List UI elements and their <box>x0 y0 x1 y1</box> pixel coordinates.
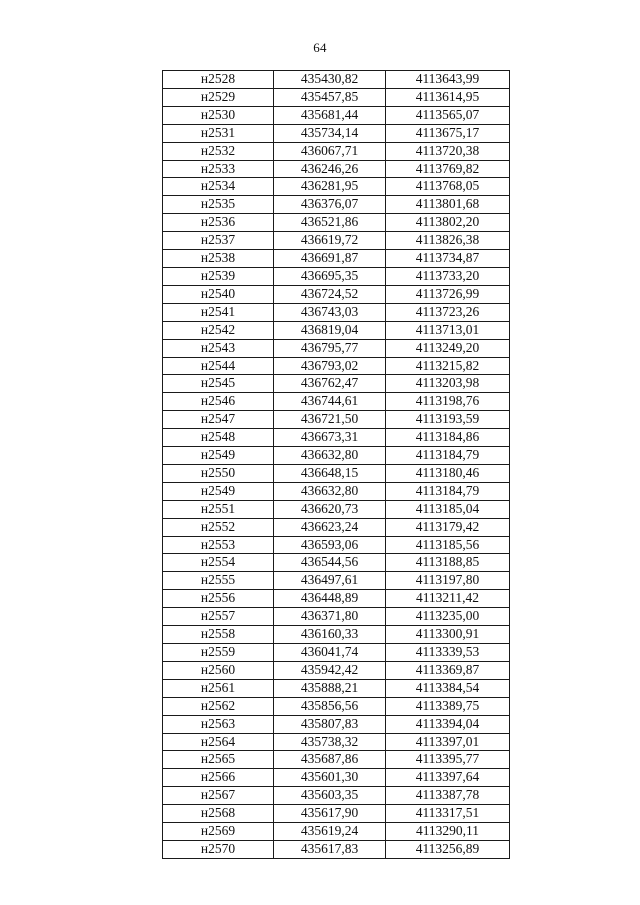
x-coordinate-cell: 435430,82 <box>274 71 386 89</box>
point-id-cell: н2556 <box>163 590 274 608</box>
table-row <box>163 196 510 214</box>
x-coordinate-cell: 436448,89 <box>274 590 386 608</box>
table-row <box>163 375 510 393</box>
point-id-cell: н2570 <box>163 840 274 858</box>
table-row <box>163 823 510 841</box>
point-id-cell: н2532 <box>163 142 274 160</box>
y-coordinate-cell: 4113801,68 <box>386 196 510 214</box>
table-row <box>163 285 510 303</box>
table-row <box>163 644 510 662</box>
table-row <box>163 214 510 232</box>
point-id-cell: н2562 <box>163 697 274 715</box>
table-row <box>163 429 510 447</box>
x-coordinate-cell: 435617,83 <box>274 840 386 858</box>
table-row <box>163 787 510 805</box>
x-coordinate-cell: 436795,77 <box>274 339 386 357</box>
point-id-cell: н2561 <box>163 679 274 697</box>
point-id-cell: н2560 <box>163 661 274 679</box>
x-coordinate-cell: 435807,83 <box>274 715 386 733</box>
table-row <box>163 751 510 769</box>
point-id-cell: н2543 <box>163 339 274 357</box>
x-coordinate-cell: 436281,95 <box>274 178 386 196</box>
point-id-cell: н2563 <box>163 715 274 733</box>
x-coordinate-cell: 436160,33 <box>274 626 386 644</box>
x-coordinate-cell: 435687,86 <box>274 751 386 769</box>
table-row <box>163 303 510 321</box>
x-coordinate-cell: 435601,30 <box>274 769 386 787</box>
x-coordinate-cell: 436620,73 <box>274 500 386 518</box>
x-coordinate-cell: 435619,24 <box>274 823 386 841</box>
x-coordinate-cell: 436743,03 <box>274 303 386 321</box>
x-coordinate-cell: 436721,50 <box>274 411 386 429</box>
point-id-cell: н2549 <box>163 447 274 465</box>
point-id-cell: н2553 <box>163 536 274 554</box>
x-coordinate-cell: 435457,85 <box>274 88 386 106</box>
x-coordinate-cell: 436593,06 <box>274 536 386 554</box>
y-coordinate-cell: 4113249,20 <box>386 339 510 357</box>
y-coordinate-cell: 4113184,86 <box>386 429 510 447</box>
point-id-cell: н2535 <box>163 196 274 214</box>
table-row <box>163 357 510 375</box>
y-coordinate-cell: 4113185,56 <box>386 536 510 554</box>
table-row <box>163 464 510 482</box>
y-coordinate-cell: 4113188,85 <box>386 554 510 572</box>
x-coordinate-cell: 436376,07 <box>274 196 386 214</box>
y-coordinate-cell: 4113180,46 <box>386 464 510 482</box>
point-id-cell: н2566 <box>163 769 274 787</box>
x-coordinate-cell: 436793,02 <box>274 357 386 375</box>
table-row <box>163 554 510 572</box>
y-coordinate-cell: 4113389,75 <box>386 697 510 715</box>
table-row <box>163 572 510 590</box>
table-row <box>163 411 510 429</box>
x-coordinate-cell: 436632,80 <box>274 447 386 465</box>
y-coordinate-cell: 4113184,79 <box>386 482 510 500</box>
y-coordinate-cell: 4113384,54 <box>386 679 510 697</box>
y-coordinate-cell: 4113565,07 <box>386 106 510 124</box>
y-coordinate-cell: 4113614,95 <box>386 88 510 106</box>
table-row <box>163 536 510 554</box>
y-coordinate-cell: 4113179,42 <box>386 518 510 536</box>
table-row <box>163 142 510 160</box>
table-row <box>163 626 510 644</box>
y-coordinate-cell: 4113826,38 <box>386 232 510 250</box>
x-coordinate-cell: 436246,26 <box>274 160 386 178</box>
point-id-cell: н2544 <box>163 357 274 375</box>
point-id-cell: н2552 <box>163 518 274 536</box>
point-id-cell: н2533 <box>163 160 274 178</box>
point-id-cell: н2541 <box>163 303 274 321</box>
x-coordinate-cell: 436724,52 <box>274 285 386 303</box>
y-coordinate-cell: 4113769,82 <box>386 160 510 178</box>
point-id-cell: н2529 <box>163 88 274 106</box>
x-coordinate-cell: 436497,61 <box>274 572 386 590</box>
coordinates-table <box>162 70 510 859</box>
y-coordinate-cell: 4113720,38 <box>386 142 510 160</box>
point-id-cell: н2555 <box>163 572 274 590</box>
x-coordinate-cell: 436695,35 <box>274 267 386 285</box>
x-coordinate-cell: 436632,80 <box>274 482 386 500</box>
y-coordinate-cell: 4113203,98 <box>386 375 510 393</box>
y-coordinate-cell: 4113643,99 <box>386 71 510 89</box>
y-coordinate-cell: 4113185,04 <box>386 500 510 518</box>
y-coordinate-cell: 4113768,05 <box>386 178 510 196</box>
table-row <box>163 500 510 518</box>
x-coordinate-cell: 436041,74 <box>274 644 386 662</box>
table-row <box>163 71 510 89</box>
table-row <box>163 106 510 124</box>
x-coordinate-cell: 436371,80 <box>274 608 386 626</box>
point-id-cell: н2536 <box>163 214 274 232</box>
y-coordinate-cell: 4113235,00 <box>386 608 510 626</box>
table-row <box>163 447 510 465</box>
x-coordinate-cell: 435942,42 <box>274 661 386 679</box>
x-coordinate-cell: 436648,15 <box>274 464 386 482</box>
y-coordinate-cell: 4113802,20 <box>386 214 510 232</box>
point-id-cell: н2549 <box>163 482 274 500</box>
point-id-cell: н2559 <box>163 644 274 662</box>
y-coordinate-cell: 4113339,53 <box>386 644 510 662</box>
table-row <box>163 805 510 823</box>
y-coordinate-cell: 4113184,79 <box>386 447 510 465</box>
point-id-cell: н2531 <box>163 124 274 142</box>
y-coordinate-cell: 4113723,26 <box>386 303 510 321</box>
y-coordinate-cell: 4113197,80 <box>386 572 510 590</box>
x-coordinate-cell: 436623,24 <box>274 518 386 536</box>
y-coordinate-cell: 4113369,87 <box>386 661 510 679</box>
y-coordinate-cell: 4113675,17 <box>386 124 510 142</box>
point-id-cell: н2567 <box>163 787 274 805</box>
point-id-cell: н2548 <box>163 429 274 447</box>
y-coordinate-cell: 4113290,11 <box>386 823 510 841</box>
table-row <box>163 482 510 500</box>
table-row <box>163 232 510 250</box>
x-coordinate-cell: 435603,35 <box>274 787 386 805</box>
y-coordinate-cell: 4113317,51 <box>386 805 510 823</box>
point-id-cell: н2565 <box>163 751 274 769</box>
point-id-cell: н2539 <box>163 267 274 285</box>
x-coordinate-cell: 435856,56 <box>274 697 386 715</box>
x-coordinate-cell: 435888,21 <box>274 679 386 697</box>
x-coordinate-cell: 436673,31 <box>274 429 386 447</box>
coordinates-table-body <box>163 71 510 859</box>
y-coordinate-cell: 4113394,04 <box>386 715 510 733</box>
x-coordinate-cell: 436744,61 <box>274 393 386 411</box>
point-id-cell: н2538 <box>163 250 274 268</box>
table-row <box>163 250 510 268</box>
y-coordinate-cell: 4113397,01 <box>386 733 510 751</box>
table-row <box>163 393 510 411</box>
point-id-cell: н2530 <box>163 106 274 124</box>
table-row <box>163 160 510 178</box>
point-id-cell: н2551 <box>163 500 274 518</box>
x-coordinate-cell: 435681,44 <box>274 106 386 124</box>
x-coordinate-cell: 436544,56 <box>274 554 386 572</box>
table-row <box>163 679 510 697</box>
point-id-cell: н2547 <box>163 411 274 429</box>
table-row <box>163 715 510 733</box>
x-coordinate-cell: 436762,47 <box>274 375 386 393</box>
y-coordinate-cell: 4113256,89 <box>386 840 510 858</box>
point-id-cell: н2528 <box>163 71 274 89</box>
point-id-cell: н2558 <box>163 626 274 644</box>
y-coordinate-cell: 4113215,82 <box>386 357 510 375</box>
y-coordinate-cell: 4113733,20 <box>386 267 510 285</box>
x-coordinate-cell: 436521,86 <box>274 214 386 232</box>
table-row <box>163 88 510 106</box>
x-coordinate-cell: 436819,04 <box>274 321 386 339</box>
y-coordinate-cell: 4113726,99 <box>386 285 510 303</box>
point-id-cell: н2569 <box>163 823 274 841</box>
y-coordinate-cell: 4113395,77 <box>386 751 510 769</box>
point-id-cell: н2542 <box>163 321 274 339</box>
table-row <box>163 339 510 357</box>
y-coordinate-cell: 4113387,78 <box>386 787 510 805</box>
table-row <box>163 124 510 142</box>
table-row <box>163 518 510 536</box>
point-id-cell: н2540 <box>163 285 274 303</box>
table-row <box>163 321 510 339</box>
x-coordinate-cell: 435738,32 <box>274 733 386 751</box>
page-number: 64 <box>313 40 327 55</box>
point-id-cell: н2568 <box>163 805 274 823</box>
y-coordinate-cell: 4113198,76 <box>386 393 510 411</box>
point-id-cell: н2537 <box>163 232 274 250</box>
point-id-cell: н2550 <box>163 464 274 482</box>
point-id-cell: н2554 <box>163 554 274 572</box>
table-row <box>163 840 510 858</box>
table-row <box>163 661 510 679</box>
y-coordinate-cell: 4113300,91 <box>386 626 510 644</box>
point-id-cell: н2534 <box>163 178 274 196</box>
table-row <box>163 697 510 715</box>
y-coordinate-cell: 4113193,59 <box>386 411 510 429</box>
point-id-cell: н2564 <box>163 733 274 751</box>
point-id-cell: н2557 <box>163 608 274 626</box>
table-row <box>163 769 510 787</box>
y-coordinate-cell: 4113734,87 <box>386 250 510 268</box>
x-coordinate-cell: 436691,87 <box>274 250 386 268</box>
table-row <box>163 590 510 608</box>
y-coordinate-cell: 4113397,64 <box>386 769 510 787</box>
table-row <box>163 733 510 751</box>
y-coordinate-cell: 4113211,42 <box>386 590 510 608</box>
x-coordinate-cell: 436619,72 <box>274 232 386 250</box>
table-row <box>163 608 510 626</box>
y-coordinate-cell: 4113713,01 <box>386 321 510 339</box>
point-id-cell: н2545 <box>163 375 274 393</box>
x-coordinate-cell: 435734,14 <box>274 124 386 142</box>
x-coordinate-cell: 436067,71 <box>274 142 386 160</box>
table-row <box>163 267 510 285</box>
table-row <box>163 178 510 196</box>
x-coordinate-cell: 435617,90 <box>274 805 386 823</box>
point-id-cell: н2546 <box>163 393 274 411</box>
